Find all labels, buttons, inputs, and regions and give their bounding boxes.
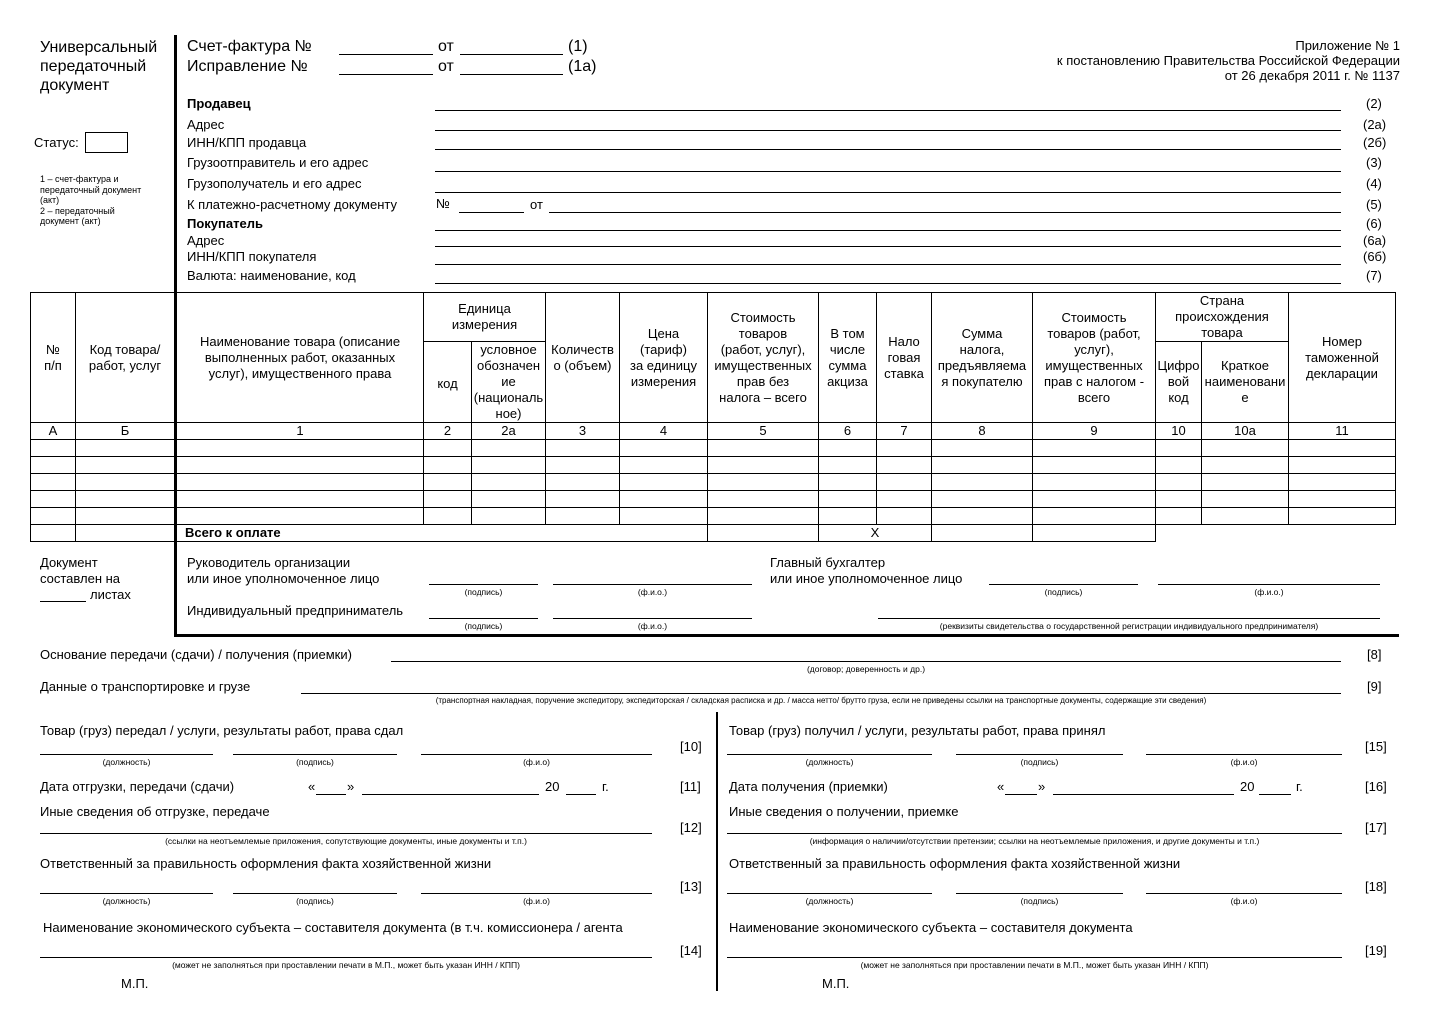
code-18: [18] [1365, 879, 1387, 894]
signature-divider [174, 634, 1399, 637]
ship-resp-name-caption: (ф.и.о) [523, 896, 550, 906]
col-header-cost: Стоимость товаров (работ, услуг), имущественных прав без налога – всего [708, 293, 819, 423]
ship-year-prefix: 20 [545, 779, 560, 794]
col-header-country: Страна происхождения товара [1156, 293, 1289, 342]
goods-table [30, 292, 1396, 542]
basis-code: [8] [1367, 647, 1382, 662]
ship-date-quote-r: » [347, 779, 355, 794]
col-id: 1 [176, 423, 424, 440]
receive-date-quote-l: « [997, 779, 1005, 794]
buyer-inn-code: (6б) [1363, 249, 1387, 264]
code-16: [16] [1365, 779, 1387, 794]
code-14: [14] [680, 943, 702, 958]
col-id: 8 [932, 423, 1033, 440]
accountant-signature-field[interactable] [989, 584, 1138, 585]
sheets-count-field[interactable] [40, 601, 86, 602]
seller-address-label: Адрес [187, 117, 225, 132]
payment-doc-num: № [436, 196, 450, 211]
receive-resp-label: Ответственный за правильность оформления факта хозяйственной жизни [729, 856, 1181, 871]
correction-from: от [438, 58, 454, 75]
currency-label: Валюта: наименование, код [187, 268, 356, 283]
col-id: 10 [1156, 423, 1202, 440]
handed-label: Товар (груз) передал / услуги, результаты работ, права сдал [40, 723, 404, 738]
received-position-field[interactable] [727, 754, 932, 755]
ship-resp-position-caption: (должность) [102, 896, 151, 906]
col-id: 11 [1289, 423, 1396, 440]
receive-entity-field[interactable] [727, 957, 1342, 958]
receive-day-field[interactable] [1005, 794, 1037, 795]
doc-made-label: Документ составлен на [40, 555, 121, 586]
accountant-signature-caption: (подпись) [1044, 587, 1083, 597]
ip-signature-field[interactable] [429, 618, 538, 619]
receive-resp-name-field[interactable] [1146, 893, 1342, 894]
appendix-note: Приложение № 1 к постановлению Правительства Российской Федерации от 26 декабря 2011 г. № 1137 [1056, 38, 1400, 83]
buyer-address-code: (6а) [1363, 233, 1387, 248]
handed-position-caption: (должность) [102, 757, 151, 767]
col-id: 2а [472, 423, 546, 440]
total-tax[interactable] [932, 525, 1033, 542]
consignee-code: (4) [1366, 176, 1382, 191]
receive-year-suffix: г. [1296, 779, 1303, 794]
consignee-field[interactable] [435, 192, 1341, 193]
ip-name-field[interactable] [553, 618, 752, 619]
bottom-divider [716, 712, 718, 991]
accountant-name-caption: (ф.и.о.) [1254, 587, 1284, 597]
received-signature-field[interactable] [956, 754, 1123, 755]
receive-date-quote-r: » [1038, 779, 1046, 794]
head-name-caption: (ф.и.о.) [637, 587, 668, 597]
receive-resp-name-caption: (ф.и.о) [1230, 896, 1258, 906]
code-10: [10] [680, 739, 702, 754]
col-header-name: Наименование товара (описание выполненных работ, оказанных услуг), имущественного права [176, 293, 424, 423]
seller-address-code: (2а) [1363, 117, 1387, 132]
payment-doc-date-field[interactable] [549, 212, 1341, 213]
col-header-rate: Нало говая ставка [877, 293, 932, 423]
col-header-unit-code: код [424, 342, 472, 423]
buyer-address-label: Адрес [187, 233, 225, 248]
receive-other-label: Иные сведения о получении, приемке [729, 804, 959, 819]
receive-month-field[interactable] [1053, 794, 1234, 795]
head-signature-caption: (подпись) [464, 587, 503, 597]
status-label: Статус: [34, 135, 79, 150]
buyer-address-field[interactable] [435, 246, 1341, 247]
seller-label: Продавец [187, 96, 251, 111]
receive-year-prefix: 20 [1240, 779, 1255, 794]
ship-year-suffix: г. [602, 779, 609, 794]
buyer-label: Покупатель [187, 216, 263, 231]
status-field[interactable] [85, 132, 128, 153]
col-header-excise: В том числе сумма акциза [819, 293, 877, 423]
document-title: Универсальный передаточный документ [40, 39, 158, 94]
ship-date-quote-l: « [308, 779, 316, 794]
received-position-caption: (должность) [805, 757, 854, 767]
col-header-price: Цена (тариф) за единицу измерения [620, 293, 708, 423]
ship-resp-signature-caption: (подпись) [296, 896, 334, 906]
code-19: [19] [1365, 943, 1387, 958]
receive-other-caption: (информация о наличии/отсутствии претензии; ссылки на неотъемлемые приложения, и другие документы и т.п.) [809, 836, 1260, 846]
correction-date-field[interactable] [460, 74, 563, 75]
col-header-decl: Номер таможенной декларации [1289, 293, 1396, 423]
ship-resp-signature-field[interactable] [233, 893, 397, 894]
code-15: [15] [1365, 739, 1387, 754]
seller-address-field[interactable] [435, 130, 1341, 131]
receive-other-field[interactable] [727, 833, 1342, 834]
accountant-name-field[interactable] [1158, 584, 1380, 585]
invoice-code: (1) [568, 38, 588, 55]
col-header-country-name: Краткое наименовани е [1202, 342, 1289, 423]
table-row[interactable] [31, 491, 1396, 508]
col-id: А [31, 423, 76, 440]
shipper-label: Грузоотправитель и его адрес [187, 155, 369, 170]
ship-month-field[interactable] [362, 794, 539, 795]
received-name-field[interactable] [1146, 754, 1342, 755]
total-sum[interactable] [1033, 525, 1156, 542]
seller-inn-field[interactable] [435, 149, 1341, 150]
seller-field[interactable] [435, 110, 1341, 111]
col-header-unit-sym: условное обозначен ие (националь ное) [472, 342, 546, 423]
transport-field[interactable] [301, 693, 1341, 694]
ship-other-field[interactable] [40, 833, 652, 834]
handed-name-caption: (ф.и.о) [523, 757, 550, 767]
payment-doc-from: от [530, 197, 543, 212]
col-header-num: № п/п [31, 293, 76, 423]
ship-other-label: Иные сведения об отгрузке, передаче [40, 804, 270, 819]
handed-name-field[interactable] [421, 754, 652, 755]
ip-requisites-caption: (реквизиты свидетельства о государственной регистрации индивидуального предпринимателя) [939, 621, 1319, 631]
total-row [31, 525, 1396, 542]
col-header-code: Код товара/ работ, услуг [76, 293, 176, 423]
invoice-from: от [438, 38, 454, 55]
code-13: [13] [680, 879, 702, 894]
col-id: 10а [1202, 423, 1289, 440]
code-12: [12] [680, 820, 702, 835]
ship-entity-label: Наименование экономического субъекта – составителя документа (в т.ч. комиссионера / агента [43, 920, 623, 935]
payment-doc-label: К платежно-расчетному документу [187, 197, 397, 212]
correction-label: Исправление № [187, 58, 308, 75]
receive-date-label: Дата получения (приемки) [729, 779, 888, 794]
received-name-caption: (ф.и.о) [1230, 757, 1258, 767]
ip-name-caption: (ф.и.о.) [637, 621, 668, 631]
table-row[interactable] [31, 440, 1396, 457]
code-11: [11] [680, 779, 701, 794]
handed-position-field[interactable] [40, 754, 213, 755]
col-id: 5 [708, 423, 819, 440]
accountant-label: Главный бухгалтер или иное уполномоченное лицо [770, 555, 963, 586]
correction-code: (1а) [568, 58, 597, 75]
col-id: 7 [877, 423, 932, 440]
ip-requisites-field[interactable] [878, 618, 1380, 619]
ip-label: Индивидуальный предприниматель [187, 603, 404, 618]
col-header-tax: Сумма налога, предъявляема я покупателю [932, 293, 1033, 423]
col-id: 6 [819, 423, 877, 440]
buyer-code: (6) [1366, 216, 1382, 231]
receive-resp-signature-caption: (подпись) [1020, 896, 1059, 906]
receive-entity-label: Наименование экономического субъекта – составителя документа [729, 920, 1133, 935]
table-row[interactable] [31, 508, 1396, 525]
shipper-code: (3) [1366, 155, 1382, 170]
invoice-label: Счет-фактура № [187, 38, 312, 55]
sheets-label: листах [90, 587, 131, 602]
seller-inn-code: (2б) [1363, 135, 1387, 150]
col-header-country-code: Цифро вой код [1156, 342, 1202, 423]
ship-resp-position-field[interactable] [40, 893, 213, 894]
seller-inn-label: ИНН/КПП продавца [187, 135, 307, 150]
currency-code: (7) [1366, 268, 1382, 283]
correction-number-field[interactable] [339, 74, 433, 75]
left-stamp-label: М.П. [121, 976, 149, 991]
table-row[interactable] [31, 474, 1396, 491]
payment-doc-code: (5) [1366, 197, 1382, 212]
head-name-field[interactable] [553, 584, 752, 585]
total-x: X [819, 525, 932, 542]
col-id: 3 [546, 423, 620, 440]
basis-field[interactable] [391, 661, 1341, 662]
received-signature-caption: (подпись) [1020, 757, 1059, 767]
col-id: Б [76, 423, 176, 440]
ip-signature-caption: (подпись) [464, 621, 503, 631]
ship-resp-label: Ответственный за правильность оформления факта хозяйственной жизни [40, 856, 492, 871]
status-note: 1 – счет-фактура и передаточный документ (акт) 2 – передаточный документ (акт) [40, 174, 142, 226]
head-label: Руководитель организации или иное уполномоченное лицо [187, 555, 380, 586]
col-header-total: Стоимость товаров (работ, услуг), имущественных прав с налогом - всего [1033, 293, 1156, 423]
seller-code: (2) [1366, 96, 1382, 111]
col-id: 9 [1033, 423, 1156, 440]
handed-signature-field[interactable] [233, 754, 397, 755]
invoice-date-field[interactable] [460, 54, 563, 55]
transport-code: [9] [1367, 679, 1382, 694]
col-id: 2 [424, 423, 472, 440]
col-id: 4 [620, 423, 708, 440]
receive-entity-caption: (может не заполняться при проставлении печати в М.П., может быть указан ИНН / КПП) [860, 960, 1209, 970]
buyer-inn-label: ИНН/КПП покупателя [187, 249, 317, 264]
shipper-field[interactable] [435, 171, 1341, 172]
invoice-number-field[interactable] [339, 54, 433, 55]
total-label: Всего к оплате [176, 525, 708, 542]
code-17: [17] [1365, 820, 1387, 835]
total-cost[interactable] [708, 525, 819, 542]
basis-label: Основание передачи (сдачи) / получения (приемки) [40, 647, 352, 662]
transport-caption: (транспортная накладная, поручение экспедитору, экспедиторская / складская расписка и др. / масса нетто/ брутто груза, если не приведены ссылки на транспортные документы, содержащие эти сведения) [435, 696, 1207, 705]
column-ids-row [31, 423, 1396, 440]
head-signature-field[interactable] [429, 584, 538, 585]
receive-resp-signature-field[interactable] [956, 893, 1123, 894]
ship-entity-field[interactable] [40, 957, 652, 958]
ship-day-field[interactable] [316, 794, 346, 795]
received-label: Товар (груз) получил / услуги, результаты работ, права принял [729, 723, 1106, 738]
receive-year-field[interactable] [1259, 794, 1291, 795]
payment-doc-number-field[interactable] [459, 212, 524, 213]
ship-date-label: Дата отгрузки, передачи (сдачи) [40, 779, 235, 794]
buyer-inn-field[interactable] [435, 264, 1341, 265]
receive-resp-position-caption: (должность) [805, 896, 854, 906]
right-stamp-label: М.П. [822, 976, 850, 991]
currency-field[interactable] [435, 283, 1341, 284]
ship-other-caption: (ссылки на неотъемлемые приложения, сопутствующие документы, иные документы и т.п.) [165, 836, 527, 846]
consignee-label: Грузополучатель и его адрес [187, 176, 362, 191]
table-row[interactable] [31, 457, 1396, 474]
col-header-qty: Количеств о (объем) [546, 293, 620, 423]
ship-entity-caption: (может не заполняться при проставлении печати в М.П., может быть указан ИНН / КПП) [172, 960, 520, 970]
transport-label: Данные о транспортировке и грузе [40, 679, 251, 694]
ship-year-field[interactable] [566, 794, 596, 795]
buyer-field[interactable] [435, 230, 1341, 231]
handed-signature-caption: (подпись) [296, 757, 334, 767]
ship-resp-name-field[interactable] [421, 893, 652, 894]
receive-resp-position-field[interactable] [727, 893, 932, 894]
col-header-unit: Единица измерения [424, 293, 546, 342]
basis-caption: (договор; доверенность и др.) [806, 664, 926, 674]
